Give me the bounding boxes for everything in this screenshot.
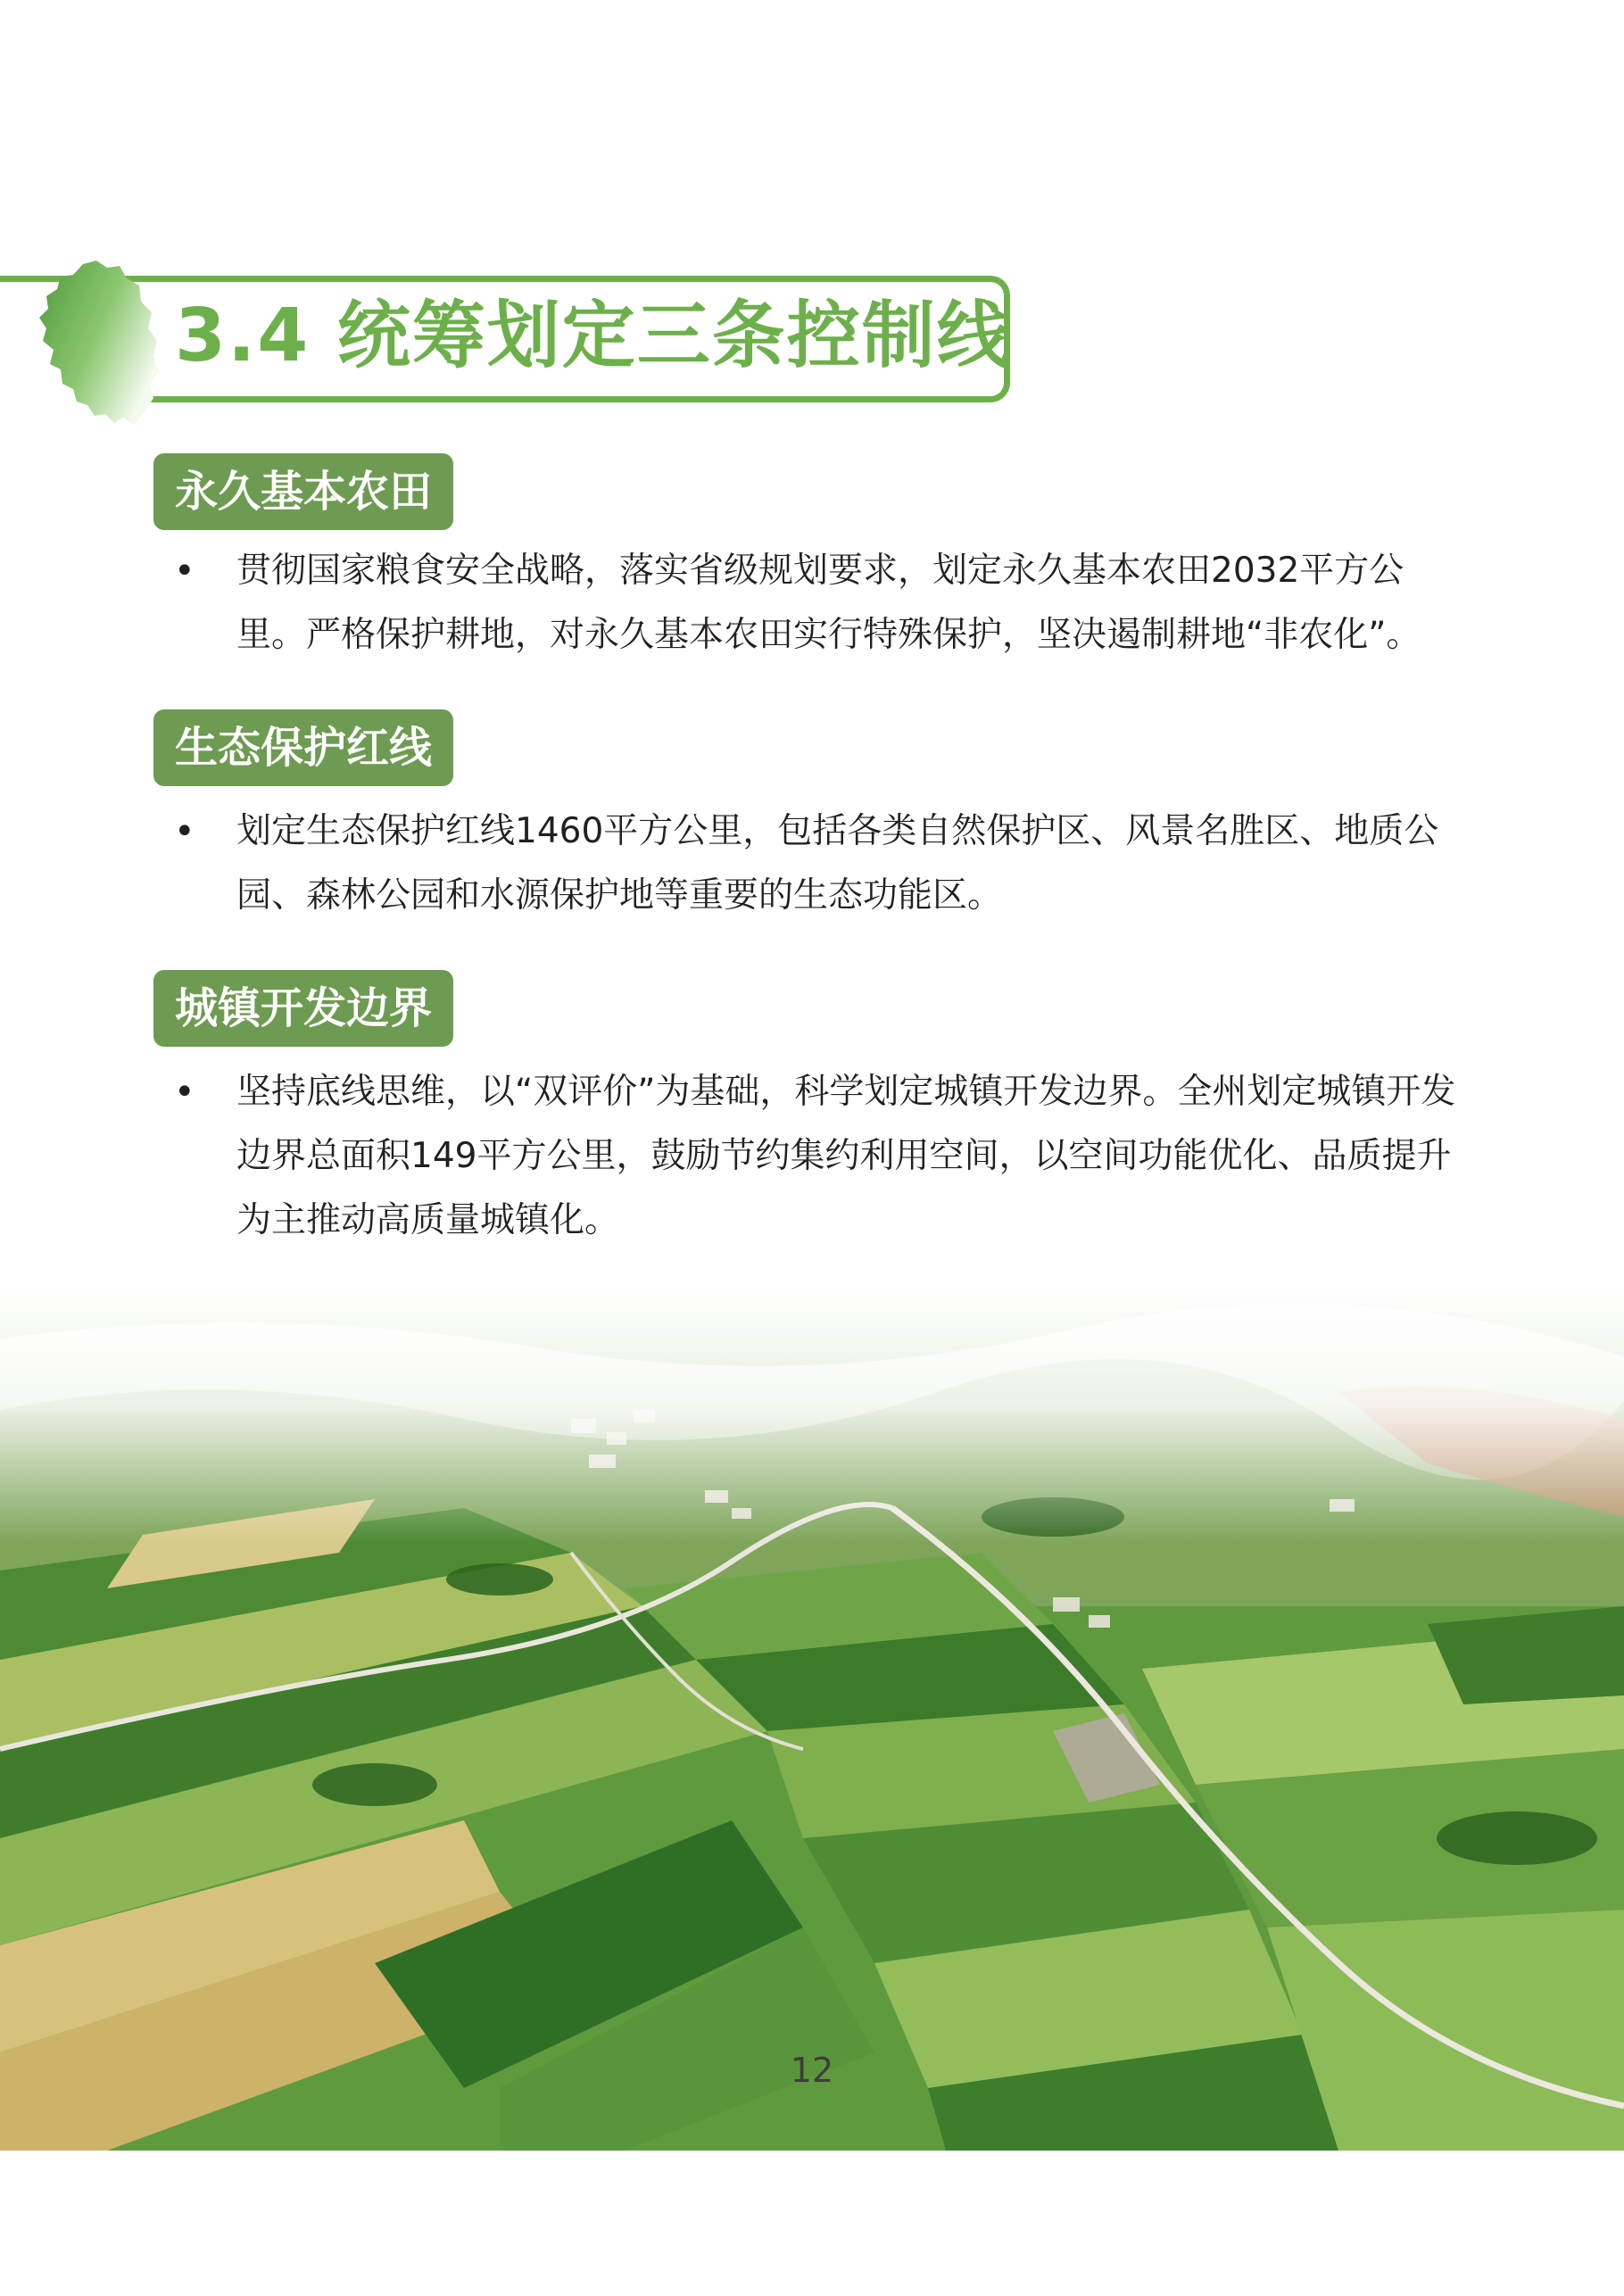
region-map-icon — [34, 259, 161, 427]
page-number: 12 — [790, 2051, 834, 2090]
farmland-aerial-photo — [0, 1285, 1624, 2151]
section-text-urban: 坚持底线思维，以“双评价”为基础，科学划定城镇开发边界。全州划定城镇开发边界总面积149平方公里，鼓励节约集约利用空间，以空间功能优化、品质提升为主推动高质量城镇化。 — [236, 1072, 1456, 1240]
section-label-ecology: 生态保护红线 — [153, 709, 453, 786]
section-text-farmland: 贯彻国家粮食安全战略，落实省级规划要求，划定永久基本农田2032平方公里。严格保护耕地，对永久基本农田实行特殊保护，坚决遏制耕地“非农化”。 — [236, 551, 1421, 655]
section-label-urban: 城镇开发边界 — [153, 970, 453, 1047]
bullet-point: • — [174, 551, 195, 592]
section-title: 3.4 统筹划定三条控制线 — [175, 294, 1012, 378]
section-text-ecology: 划定生态保护红线1460平方公里，包括各类自然保护区、风景名胜区、地质公园、森林公园和水源保护地等重要的生态功能区。 — [236, 811, 1439, 916]
section-label-farmland: 永久基本农田 — [153, 453, 453, 530]
bullet-point: • — [174, 811, 195, 852]
bullet-point: • — [174, 1072, 195, 1113]
